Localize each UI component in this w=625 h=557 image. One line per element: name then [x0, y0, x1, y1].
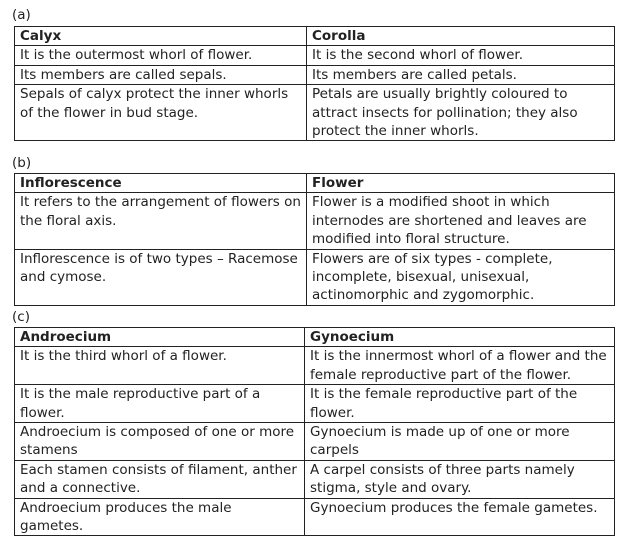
table-cell: Sepals of calyx protect the inner whorls of the flower in bud stage. [15, 85, 307, 141]
table-cell: Each stamen consists of filament, anther and a connective. [15, 460, 305, 498]
section-a-label: (a) [12, 7, 31, 23]
table-row [15, 193, 615, 249]
header-flower: Flower [307, 174, 615, 193]
header-androecium: Androecium [15, 328, 305, 347]
calyx-corolla-table [14, 26, 615, 141]
table-cell: It is the outermost whorl of flower. [15, 46, 307, 65]
table-cell: Gynoecium produces the female gametes. [305, 498, 615, 536]
table-cell: Flowers are of six types - complete, incomplete, bisexual, unisexual, actinomorphic and zygomorphic. [307, 249, 615, 305]
table-cell: A carpel consists of three parts namely stigma, style and ovary. [305, 460, 615, 498]
table-row [15, 385, 615, 423]
header-corolla: Corolla [307, 27, 615, 46]
table-cell: Gynoecium is made up of one or more carpels [305, 423, 615, 461]
table-row [15, 423, 615, 461]
table-cell: It is the male reproductive part of a flower. [15, 385, 305, 423]
header-inflorescence: Inflorescence [15, 174, 307, 193]
table-header-row [15, 174, 615, 193]
inflorescence-flower-table [14, 173, 615, 306]
section-b-label: (b) [12, 155, 32, 171]
table-cell: It is the second whorl of flower. [307, 46, 615, 65]
table-cell: Its members are called sepals. [15, 65, 307, 84]
table-row [15, 347, 615, 385]
table-cell: Androecium produces the male gametes. [15, 498, 305, 536]
table-row [15, 249, 615, 305]
header-gynoecium: Gynoecium [305, 328, 615, 347]
table-header-row [15, 328, 615, 347]
table-cell: Its members are called petals. [307, 65, 615, 84]
table-cell: It is the female reproductive part of the flower. [305, 385, 615, 423]
table-row [15, 85, 615, 141]
table-cell: It is the third whorl of a flower. [15, 347, 305, 385]
table-header-row [15, 27, 615, 46]
table-cell: Petals are usually brightly coloured to attract insects for pollination; they also protect the inner whorls. [307, 85, 615, 141]
header-calyx: Calyx [15, 27, 307, 46]
table-cell: It is the innermost whorl of a flower and the female reproductive part of the flower. [305, 347, 615, 385]
table-row [15, 46, 615, 65]
table-row [15, 498, 615, 536]
table-cell: Inflorescence is of two types – Racemose and cymose. [15, 249, 307, 305]
section-c-label: (c) [12, 309, 30, 325]
table-cell: Androecium is composed of one or more stamens [15, 423, 305, 461]
table-cell: Flower is a modified shoot in which internodes are shortened and leaves are modified into floral structure. [307, 193, 615, 249]
table-row [15, 65, 615, 84]
table-row [15, 460, 615, 498]
androecium-gynoecium-table [14, 327, 615, 536]
table-cell: It refers to the arrangement of flowers on the floral axis. [15, 193, 307, 249]
